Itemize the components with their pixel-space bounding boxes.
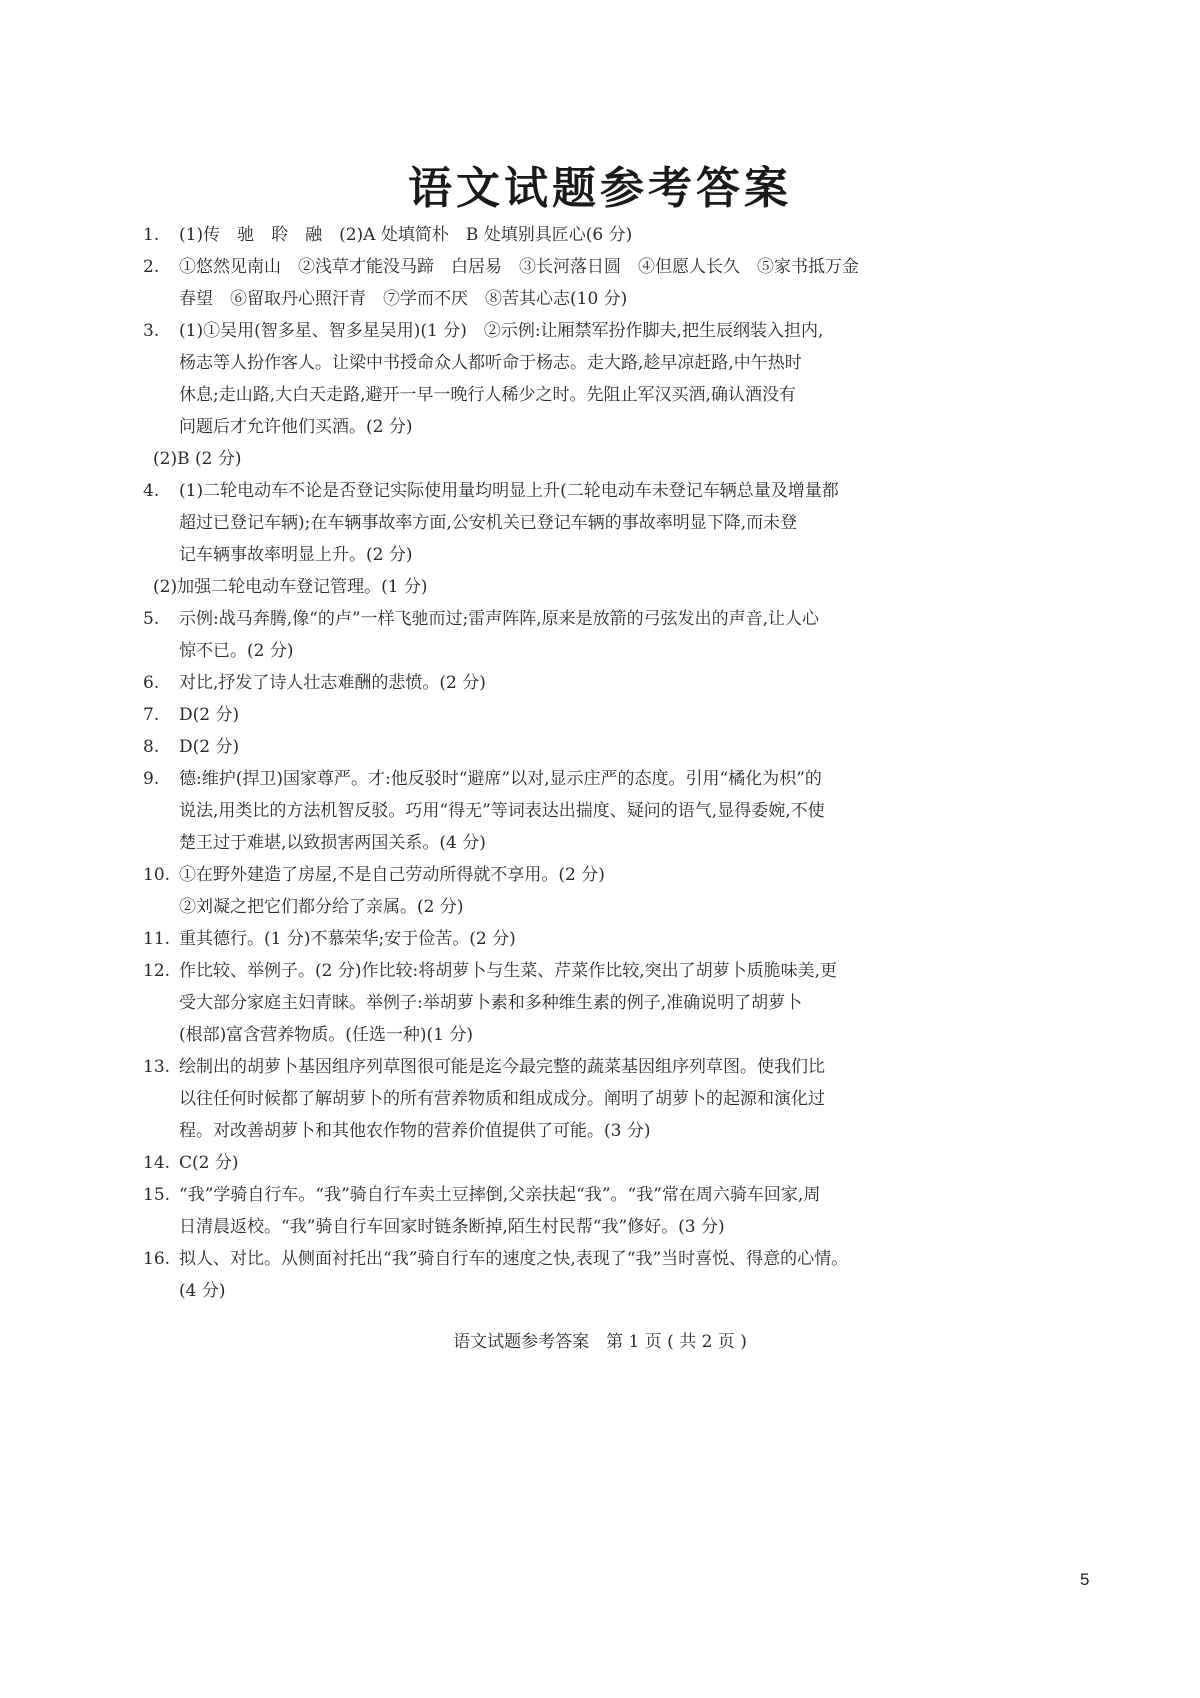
answer-item xyxy=(143,923,943,955)
answer-item xyxy=(143,443,943,475)
answer-number: 16. xyxy=(143,1249,171,1269)
answer-text-line: ①在野外建造了房屋,不是自己劳动所得就不享用。(2 分) xyxy=(179,865,605,885)
answer-number: 2. xyxy=(143,257,160,277)
answer-text-line: C(2 分) xyxy=(179,1153,239,1173)
answer-number: 9. xyxy=(143,769,160,789)
answer-text-line: (2)加强二轮电动车登记管理。(1 分) xyxy=(153,577,428,597)
page-footer: 语文试题参考答案 第 1 页 ( 共 2 页 ) xyxy=(453,1332,747,1352)
answer-number: 5. xyxy=(143,609,160,629)
answer-number: 14. xyxy=(143,1153,171,1173)
answer-text-line: 日清晨返校。“我”骑自行车回家时链条断掉,陌生村民帮“我”修好。(3 分) xyxy=(179,1217,725,1237)
answer-item xyxy=(143,315,943,443)
answer-number: 1. xyxy=(143,225,160,245)
answer-number: 4. xyxy=(143,481,160,501)
answer-item xyxy=(143,667,943,699)
answer-text-line: 作比较、举例子。(2 分)作比较:将胡萝卜与生菜、芹菜作比较,突出了胡萝卜质脆味美,更 xyxy=(179,961,838,981)
answer-item xyxy=(143,1147,943,1179)
answer-item xyxy=(143,1051,943,1147)
answer-text-line: ①悠然见南山 ②浅草才能没马蹄 白居易 ③长河落日圆 ④但愿人长久 ⑤家书抵万金 xyxy=(179,257,859,277)
answer-text-line: 休息;走山路,大白天走路,避开一早一晚行人稀少之时。先阻止军汉买酒,确认酒没有 xyxy=(179,385,796,405)
answer-text-line: “我”学骑自行车。“我”骑自行车卖土豆摔倒,父亲扶起“我”。“我”常在周六骑车回家,周 xyxy=(179,1185,821,1205)
answer-item xyxy=(143,699,943,731)
answer-item xyxy=(143,251,943,315)
answer-number: 13. xyxy=(143,1057,171,1077)
answer-item xyxy=(143,475,943,571)
answer-number: 7. xyxy=(143,705,160,725)
answer-number: 10. xyxy=(143,865,171,885)
answer-text-line: 绘制出的胡萝卜基因组序列草图很可能是迄今最完整的蔬菜基因组序列草图。使我们比 xyxy=(179,1057,825,1077)
answer-text-line: 记车辆事故率明显上升。(2 分) xyxy=(179,545,413,565)
answer-text-line: 对比,抒发了诗人壮志难酬的悲愤。(2 分) xyxy=(179,673,486,693)
answer-text-line: 杨志等人扮作客人。让梁中书授命众人都听命于杨志。走大路,趁早凉赶路,中午热时 xyxy=(179,353,802,373)
answer-text-line: ②刘凝之把它们都分给了亲属。(2 分) xyxy=(179,897,464,917)
answer-text-line: (1)传 驰 聆 融 (2)A 处填简朴 B 处填别具匠心(6 分) xyxy=(179,225,633,245)
answer-list xyxy=(143,219,943,1307)
answer-text-line: D(2 分) xyxy=(179,705,240,725)
answer-item xyxy=(143,1179,943,1243)
answer-text-line: 受大部分家庭主妇青睐。举例子:举胡萝卜素和多种维生素的例子,准确说明了胡萝卜 xyxy=(179,993,803,1013)
answer-number: 3. xyxy=(143,321,160,341)
page-title: 语文试题参考答案 xyxy=(408,163,792,214)
answer-item xyxy=(143,1243,943,1307)
answer-text-line: D(2 分) xyxy=(179,737,240,757)
answer-text-line: 惊不已。(2 分) xyxy=(179,641,294,661)
page-number: 5 xyxy=(1080,1570,1090,1589)
answer-text-line: 以往任何时候都了解胡萝卜的所有营养物质和组成成分。阐明了胡萝卜的起源和演化过 xyxy=(179,1089,825,1109)
answer-number: 6. xyxy=(143,673,160,693)
answer-item xyxy=(143,763,943,859)
answer-text-line: (根部)富含营养物质。(任选一种)(1 分) xyxy=(179,1025,474,1045)
answer-text-line: 楚王过于难堪,以致损害两国关系。(4 分) xyxy=(179,833,486,853)
answer-number: 11. xyxy=(143,929,171,949)
answer-item xyxy=(143,859,943,923)
answer-item xyxy=(143,955,943,1051)
answer-number: 12. xyxy=(143,961,171,981)
answer-item xyxy=(143,731,943,763)
answer-text-line: 德:维护(捍卫)国家尊严。才:他反驳时“避席”以对,显示庄严的态度。引用“橘化为枳”的 xyxy=(179,769,822,789)
answer-item xyxy=(143,571,943,603)
answer-text-line: 程。对改善胡萝卜和其他农作物的营养价值提供了可能。(3 分) xyxy=(179,1121,651,1141)
answer-text-line: 示例:战马奔腾,像“的卢”一样飞驰而过;雷声阵阵,原来是放箭的弓弦发出的声音,让人心 xyxy=(179,609,820,629)
answer-item xyxy=(143,603,943,667)
answer-text-line: 春望 ⑥留取丹心照汗青 ⑦学而不厌 ⑧苦其心志(10 分) xyxy=(179,289,628,309)
answer-number: 15. xyxy=(143,1185,171,1205)
answer-item xyxy=(143,219,943,251)
answer-text-line: (1)二轮电动车不论是否登记实际使用量均明显上升(二轮电动车未登记车辆总量及增量都 xyxy=(179,481,839,501)
answer-text-line: (4 分) xyxy=(179,1281,226,1301)
answer-text-line: 拟人、对比。从侧面衬托出“我”骑自行车的速度之快,表现了“我”当时喜悦、得意的心情。 xyxy=(179,1249,849,1269)
answer-text-line: 说法,用类比的方法机智反驳。巧用“得无”等词表达出揣度、疑问的语气,显得委婉,不使 xyxy=(179,801,825,821)
answer-text-line: 重其德行。(1 分)不慕荣华;安于俭苦。(2 分) xyxy=(179,929,516,949)
answer-text-line: 问题后才允许他们买酒。(2 分) xyxy=(179,417,413,437)
answer-text-line: (2)B (2 分) xyxy=(153,449,242,469)
answer-number: 8. xyxy=(143,737,160,757)
answer-text-line: 超过已登记车辆);在车辆事故率方面,公安机关已登记车辆的事故率明显下降,而未登 xyxy=(179,513,798,533)
answer-text-line: (1)①吴用(智多星、智多星吴用)(1 分) ②示例:让厢禁军扮作脚夫,把生辰纲装入担内, xyxy=(179,321,824,341)
